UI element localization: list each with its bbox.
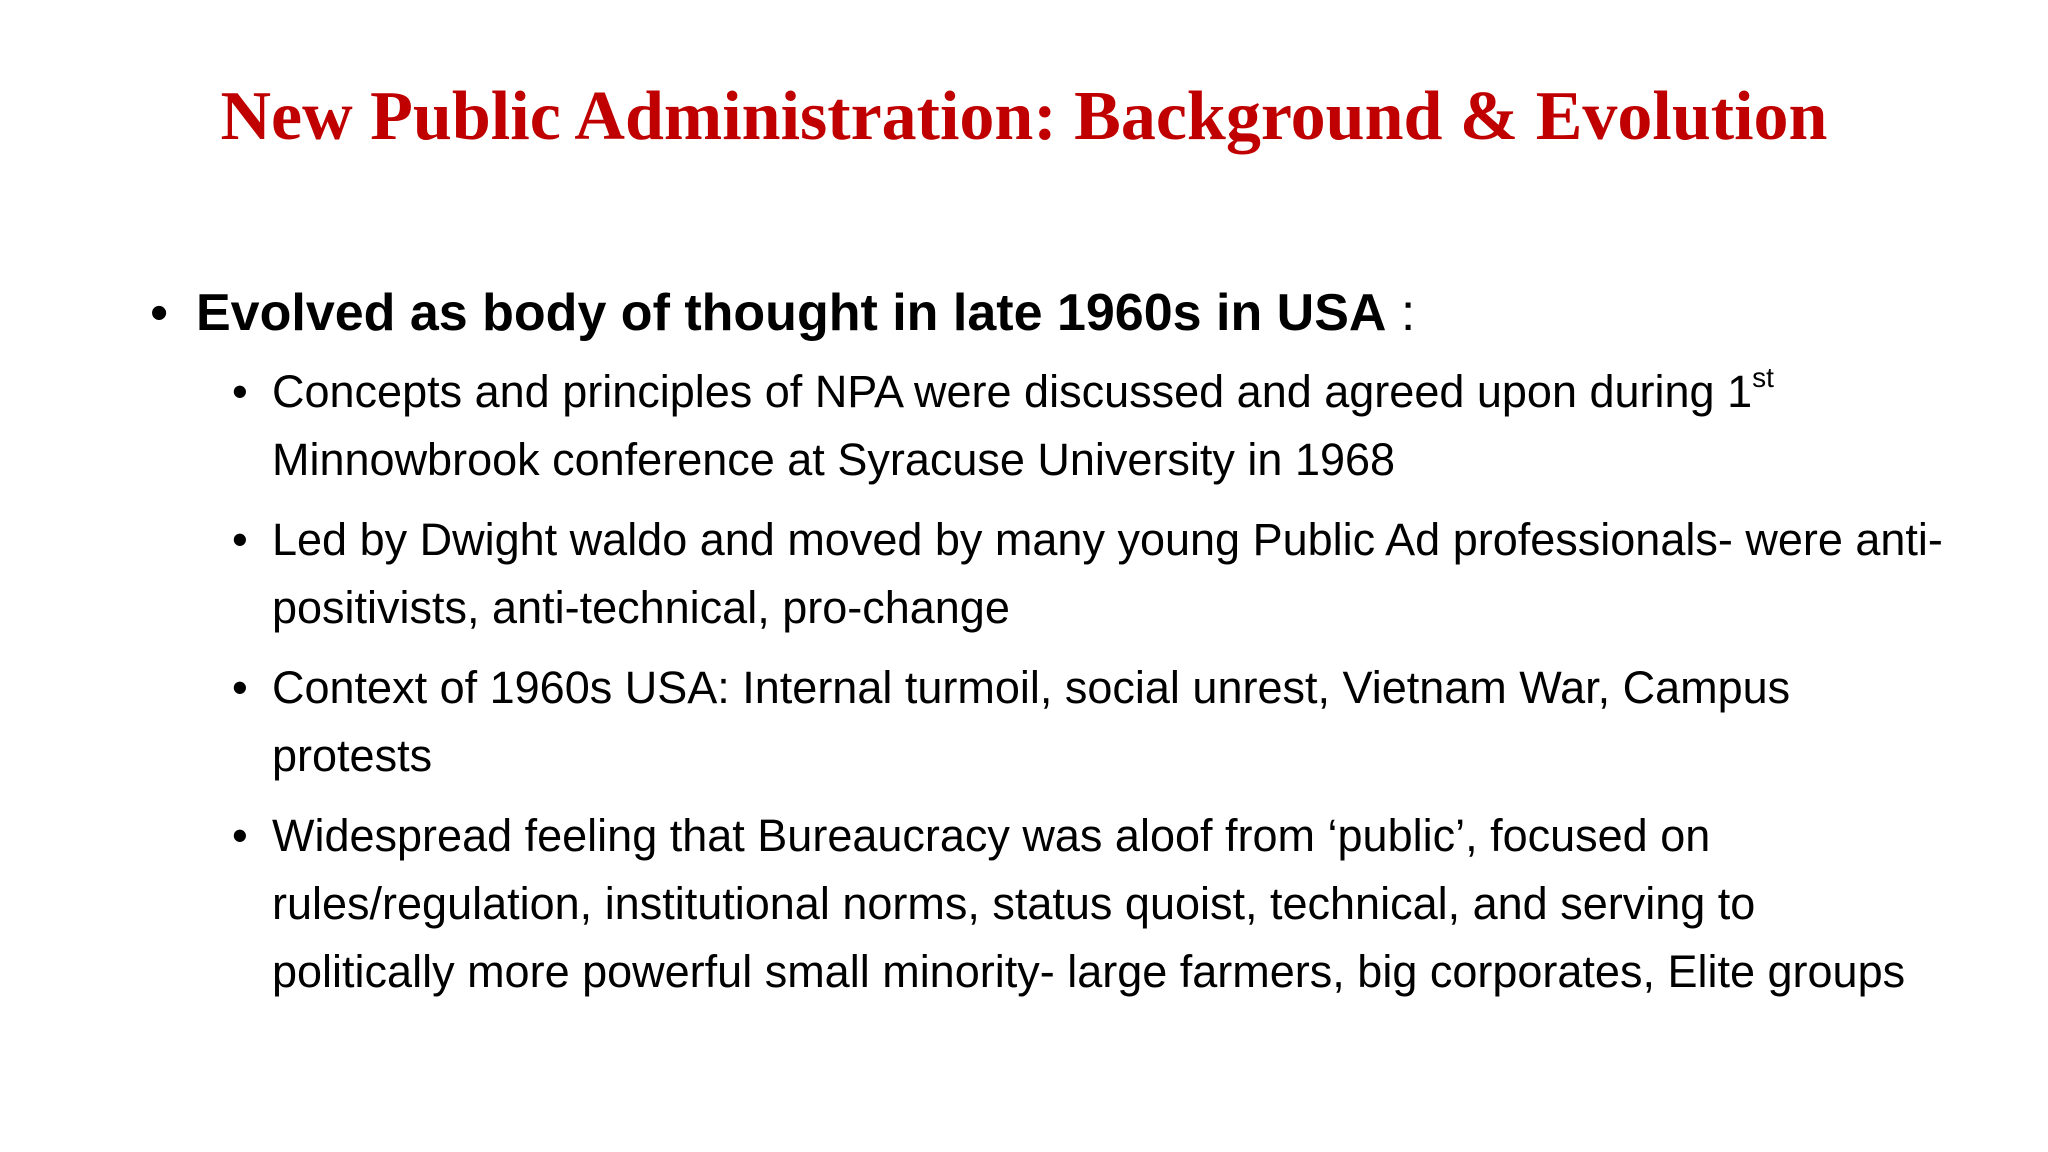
main-bullet-point xyxy=(150,282,1950,344)
sub-point-text: Widespread feeling that Bureaucracy was aloof from ‘public’, focused on rules/regulation, institutional norms, status quoist, technical, and serving to politically more powerful small minority- large farmers, big corporates, Elite groups xyxy=(272,810,1906,997)
bullet-icon: • xyxy=(232,810,248,861)
sub-bullet-list xyxy=(150,358,1950,1006)
main-point-bold-text: Evolved as body of thought in late 1960s in USA xyxy=(196,284,1387,342)
sub-point-text: Context of 1960s USA: Internal turmoil, social unrest, Vietnam War, Campus protests xyxy=(272,662,1791,781)
sub-bullet-point-4 xyxy=(150,802,1950,1006)
slide-title: New Public Administration: Background & Evolution xyxy=(220,78,1828,155)
sub-point-text: Led by Dwight waldo and moved by many young Public Ad professionals- were anti-positivists, anti-technical, pro-change xyxy=(272,514,1943,633)
bullet-icon: • xyxy=(232,366,248,417)
sub-point-text: Concepts and principles of NPA were discussed and agreed upon during 1 xyxy=(272,366,1753,417)
sub-point-text-continued: Minnowbrook conference at Syracuse University in 1968 xyxy=(272,434,1396,485)
sub-bullet-point-1 xyxy=(150,358,1950,494)
superscript-ordinal: st xyxy=(1752,362,1774,393)
main-point-suffix: : xyxy=(1386,284,1416,342)
bullet-icon: • xyxy=(232,662,248,713)
bullet-icon: • xyxy=(232,514,248,565)
bullet-icon: • xyxy=(150,284,169,342)
slide-content xyxy=(150,282,1950,1018)
sub-bullet-point-3 xyxy=(150,654,1950,790)
sub-bullet-point-2 xyxy=(150,506,1950,642)
